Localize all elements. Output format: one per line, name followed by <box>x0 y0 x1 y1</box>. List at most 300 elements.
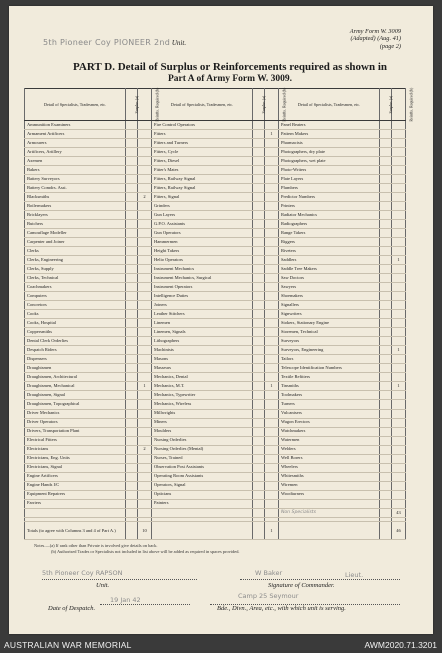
reinfts-cell <box>391 193 405 202</box>
trade-name: Saddle Tree Makers <box>278 265 379 274</box>
reinfts-cell <box>391 202 405 211</box>
reinfts-cell <box>264 139 278 148</box>
signature-label: Signature of Commander. <box>268 582 335 589</box>
surplus-cell <box>253 139 265 148</box>
surplus-cell <box>380 454 392 463</box>
surplus-cell <box>253 310 265 319</box>
surplus-cell <box>253 427 265 436</box>
reinfts-cell: 1 <box>391 346 405 355</box>
trade-name: Mechanics, Typewriter <box>151 391 252 400</box>
header-unit-label: Unit. <box>171 39 187 47</box>
surplus-cell <box>126 391 138 400</box>
surplus-cell <box>253 454 265 463</box>
trade-name: Armament Artificers <box>25 130 126 139</box>
reinfts-cell <box>264 463 278 472</box>
reinfts-cell <box>137 229 151 238</box>
surplus-cell <box>126 193 138 202</box>
trade-name: Electricians <box>25 445 126 454</box>
table-row <box>25 166 406 175</box>
reinfts-cell <box>391 400 405 409</box>
trade-name: Wagon Erectors <box>278 418 379 427</box>
trade-name: Equipment Repairers <box>25 490 126 499</box>
trade-name: Riggers <box>278 238 379 247</box>
note-line: (b) Authorised Trades or Specialists not included in list above will be added as required in spaces provided. <box>51 549 240 554</box>
reinfts-cell: 1 <box>137 382 151 391</box>
trade-name: Blacksmiths <box>25 193 126 202</box>
surplus-cell <box>380 148 392 157</box>
surplus-cell <box>380 130 392 139</box>
trade-name: Tinsmiths <box>278 382 379 391</box>
surplus-cell <box>253 436 265 445</box>
surplus-cell <box>126 382 138 391</box>
surplus-cell <box>126 490 138 499</box>
reinfts-cell <box>137 355 151 364</box>
table-row <box>25 400 406 409</box>
trade-name: Dispensers <box>25 355 126 364</box>
trade-name: Butchers <box>25 220 126 229</box>
reinfts-cell <box>137 310 151 319</box>
reinfts-cell <box>391 355 405 364</box>
reinfts-cell <box>137 391 151 400</box>
trade-name: Miners <box>151 418 252 427</box>
column-header-reinfts: Reinfts. Required (b) <box>391 89 405 121</box>
trade-name: Fitters, Signal <box>151 193 252 202</box>
trade-name: Welders <box>278 445 379 454</box>
document-title <box>49 62 411 85</box>
reinfts-cell <box>391 463 405 472</box>
trade-name: Mechanics, M.T. <box>151 382 252 391</box>
trade-name: Masons <box>151 355 252 364</box>
reinfts-cell <box>137 373 151 382</box>
surplus-cell <box>253 211 265 220</box>
surplus-cell <box>253 175 265 184</box>
signature-dotted-line <box>240 579 400 580</box>
date-handwritten: 19 Jan 42 <box>110 596 141 604</box>
surplus-cell <box>253 319 265 328</box>
trade-name: Wheelers <box>278 463 379 472</box>
table-row <box>25 391 406 400</box>
trade-name: Pharmacists <box>278 139 379 148</box>
surplus-cell <box>253 490 265 499</box>
column-header-detail: Detail of Specialists, Tradesmen, etc. <box>151 89 252 121</box>
reinfts-cell: 1 <box>391 382 405 391</box>
column-header-surplus: Surplus (a) <box>380 89 392 121</box>
reinfts-cell <box>391 121 405 130</box>
surplus-cell <box>380 184 392 193</box>
surplus-cell <box>126 202 138 211</box>
surplus-cell <box>253 355 265 364</box>
reinfts-cell <box>137 274 151 283</box>
reinfts-cell <box>264 499 278 508</box>
trade-name: Painters <box>151 499 252 508</box>
surplus-cell <box>380 229 392 238</box>
reinfts-cell <box>264 175 278 184</box>
date-dotted-line <box>100 604 190 605</box>
form-reference-line: (Adapted) (Aug. 41) <box>350 35 401 43</box>
reinfts-cell <box>391 427 405 436</box>
table-row <box>25 184 406 193</box>
trade-name: Clerks, Supply <box>25 265 126 274</box>
trade-name: Driver Operators <box>25 418 126 427</box>
surplus-cell <box>126 301 138 310</box>
surplus-cell <box>380 211 392 220</box>
reinfts-cell <box>264 472 278 481</box>
table-row <box>25 310 406 319</box>
table-row <box>25 193 406 202</box>
reinfts-cell <box>264 373 278 382</box>
reinfts-cell <box>391 130 405 139</box>
table-row <box>25 355 406 364</box>
reinfts-cell <box>137 508 151 518</box>
table-row <box>25 139 406 148</box>
reinfts-cell <box>264 193 278 202</box>
surplus-cell <box>253 193 265 202</box>
table-row <box>25 346 406 355</box>
table-row <box>25 490 406 499</box>
reinfts-cell <box>391 454 405 463</box>
commander-signature: W Baker <box>255 569 283 577</box>
table-row <box>25 373 406 382</box>
trade-name: Farriers <box>25 499 126 508</box>
surplus-cell <box>380 364 392 373</box>
surplus-cell <box>253 202 265 211</box>
reinfts-cell <box>391 166 405 175</box>
reinfts-cell <box>391 292 405 301</box>
trade-name: Photographers, dry plate <box>278 148 379 157</box>
trade-name: Observation Post Assistants <box>151 463 252 472</box>
reinfts-cell <box>137 121 151 130</box>
surplus-cell <box>253 346 265 355</box>
reinfts-cell: 1 <box>264 382 278 391</box>
reinfts-cell <box>391 238 405 247</box>
table-header-row <box>25 89 406 121</box>
surplus-cell <box>126 454 138 463</box>
table-row <box>25 229 406 238</box>
trade-name: Electricians, Signal <box>25 463 126 472</box>
reinfts-cell <box>137 400 151 409</box>
reinfts-cell <box>391 157 405 166</box>
reinfts-cell <box>137 283 151 292</box>
table-row <box>25 499 406 508</box>
surplus-cell <box>380 481 392 490</box>
reinfts-cell <box>137 220 151 229</box>
surplus-cell <box>380 463 392 472</box>
trade-name: Coachmakers <box>25 283 126 292</box>
surplus-cell <box>126 256 138 265</box>
surplus-cell <box>126 211 138 220</box>
trade-name: Hammermen <box>151 238 252 247</box>
reinfts-cell <box>264 238 278 247</box>
surplus-cell <box>253 220 265 229</box>
trade-name: Concretors <box>25 301 126 310</box>
surplus-cell <box>253 337 265 346</box>
reinfts-cell <box>137 436 151 445</box>
reinfts-cell <box>264 490 278 499</box>
trade-name: Draughtsmen, Topographical <box>25 400 126 409</box>
surplus-cell <box>253 157 265 166</box>
trade-name: Mechanics, Dental <box>151 373 252 382</box>
trade-name: Machinists <box>151 346 252 355</box>
trade-name: Nursing Orderlies (Mental) <box>151 445 252 454</box>
reinfts-cell <box>391 148 405 157</box>
reinfts-cell <box>264 391 278 400</box>
surplus-cell <box>380 508 392 518</box>
trade-name: Axemen <box>25 157 126 166</box>
column-header-detail: Detail of Specialists, Tradesmen, etc. <box>278 89 379 121</box>
surplus-cell <box>126 445 138 454</box>
surplus-cell <box>126 355 138 364</box>
reinfts-cell <box>264 292 278 301</box>
reinfts-cell <box>137 427 151 436</box>
trade-name <box>151 508 252 518</box>
trade-name: Bakers <box>25 166 126 175</box>
totals-col-3: 46 <box>391 522 405 540</box>
title-line-2: Part A of Army Form W. 3009. <box>167 73 292 84</box>
reinfts-cell <box>391 139 405 148</box>
reinfts-cell <box>264 121 278 130</box>
reinfts-cell <box>137 139 151 148</box>
surplus-cell <box>126 166 138 175</box>
trade-name: Range Takers <box>278 229 379 238</box>
reinfts-cell <box>264 211 278 220</box>
trade-name <box>25 508 126 518</box>
trade-name: Tailors <box>278 355 379 364</box>
surplus-cell <box>380 472 392 481</box>
table-row <box>25 436 406 445</box>
trade-name: Operators, Signal <box>151 481 252 490</box>
surplus-cell <box>380 274 392 283</box>
trade-name: Fitters, Railway Signal <box>151 184 252 193</box>
trade-name: Saddlers <box>278 256 379 265</box>
table-row <box>25 445 406 454</box>
trade-name: Computers <box>25 292 126 301</box>
trade-name: Lithographers <box>151 337 252 346</box>
column-header-surplus: Surplus (a) <box>126 89 138 121</box>
trade-name: Nurses, Trained <box>151 454 252 463</box>
trade-name: Signwriters <box>278 310 379 319</box>
header-unit <box>43 38 186 47</box>
surplus-cell <box>380 373 392 382</box>
trade-name: Printers <box>278 202 379 211</box>
trade-name: Toolmakers <box>278 391 379 400</box>
reinfts-cell <box>137 148 151 157</box>
surplus-cell <box>380 490 392 499</box>
reinfts-cell <box>137 202 151 211</box>
surplus-cell <box>126 508 138 518</box>
surplus-cell <box>380 265 392 274</box>
reinfts-cell <box>264 409 278 418</box>
surplus-cell <box>126 229 138 238</box>
surplus-cell <box>253 121 265 130</box>
table-row <box>25 508 406 518</box>
trade-name: Leather Stitchers <box>151 310 252 319</box>
reinfts-cell <box>137 337 151 346</box>
trade-name: Watermen <box>278 436 379 445</box>
trade-name: Linemen <box>151 319 252 328</box>
unit-label: Unit. <box>96 582 110 589</box>
form-reference-line: Army Form W. 3009 <box>349 28 401 35</box>
surplus-cell <box>380 418 392 427</box>
reinfts-cell <box>391 445 405 454</box>
trade-name: Plumbers <box>278 184 379 193</box>
surplus-cell <box>253 364 265 373</box>
surplus-cell <box>126 238 138 247</box>
trade-name: Riveters <box>278 247 379 256</box>
reinfts-cell <box>137 238 151 247</box>
surplus-cell <box>380 157 392 166</box>
surplus-cell <box>253 481 265 490</box>
reinfts-cell <box>264 355 278 364</box>
unit-dotted-line <box>42 579 197 580</box>
trade-name: Battery Comdrs. Asst. <box>25 184 126 193</box>
reinfts-cell <box>137 256 151 265</box>
reinfts-cell <box>137 418 151 427</box>
reinfts-cell <box>391 301 405 310</box>
specialists-table <box>24 87 414 540</box>
surplus-cell <box>126 400 138 409</box>
surplus-cell <box>126 499 138 508</box>
surplus-cell <box>380 337 392 346</box>
trade-name: Opticians <box>151 490 252 499</box>
surplus-cell <box>380 499 392 508</box>
column-header-detail: Detail of Specialists, Tradesmen, etc. <box>25 89 126 121</box>
surplus-cell <box>126 319 138 328</box>
surplus-cell <box>253 130 265 139</box>
trade-name: Instrument Operators <box>151 283 252 292</box>
reinfts-cell: 2 <box>137 445 151 454</box>
surplus-cell <box>253 418 265 427</box>
reinfts-cell <box>391 247 405 256</box>
trade-name: Radiographers <box>278 220 379 229</box>
trade-name: Electrical Fitters <box>25 436 126 445</box>
surplus-cell <box>126 418 138 427</box>
surplus-cell <box>253 382 265 391</box>
surplus-cell <box>253 229 265 238</box>
surplus-cell <box>380 346 392 355</box>
reinfts-cell <box>391 220 405 229</box>
table-row <box>25 130 406 139</box>
trade-name: Height Takers <box>151 247 252 256</box>
trade-name: Turners <box>278 400 379 409</box>
trade-name: Fitters, Cycle <box>151 148 252 157</box>
surplus-cell <box>380 319 392 328</box>
reinfts-cell <box>264 310 278 319</box>
reinfts-cell <box>391 328 405 337</box>
reinfts-cell <box>391 211 405 220</box>
trade-name: Non Specialists <box>278 508 379 518</box>
reinfts-cell <box>264 202 278 211</box>
surplus-cell <box>126 247 138 256</box>
trade-name: Cooks <box>25 310 126 319</box>
surplus-cell <box>126 427 138 436</box>
reinfts-cell <box>137 409 151 418</box>
column-header-surplus: Surplus (a) <box>253 89 265 121</box>
surplus-cell <box>253 391 265 400</box>
table-row <box>25 337 406 346</box>
surplus-cell <box>380 427 392 436</box>
reinfts-cell <box>264 436 278 445</box>
surplus-cell <box>126 184 138 193</box>
reinfts-cell <box>391 175 405 184</box>
reinfts-cell <box>137 499 151 508</box>
reinfts-cell <box>264 481 278 490</box>
reinfts-cell <box>264 220 278 229</box>
trade-name: Operating Room Assistants <box>151 472 252 481</box>
surplus-cell <box>253 373 265 382</box>
reinfts-cell <box>264 346 278 355</box>
surplus-cell <box>126 283 138 292</box>
trade-name: Predictor Numbers <box>278 193 379 202</box>
trade-name: Surveyors <box>278 337 379 346</box>
reinfts-cell <box>391 265 405 274</box>
trade-name: Shoemakers <box>278 292 379 301</box>
surplus-cell <box>380 292 392 301</box>
reinfts-cell <box>391 283 405 292</box>
surplus-cell <box>126 274 138 283</box>
trade-name: Plate Layers <box>278 175 379 184</box>
surplus-cell <box>380 436 392 445</box>
reinfts-cell <box>137 454 151 463</box>
reinfts-cell <box>391 418 405 427</box>
surplus-cell <box>126 481 138 490</box>
reinfts-cell <box>264 247 278 256</box>
surplus-cell <box>380 166 392 175</box>
reinfts-cell <box>137 364 151 373</box>
reinfts-cell <box>264 157 278 166</box>
form-reference-line: (page 2) <box>379 42 401 50</box>
surplus-cell <box>380 310 392 319</box>
trade-name: Instrument Mechanics, Surgical <box>151 274 252 283</box>
reinfts-cell <box>137 472 151 481</box>
table-row <box>25 121 406 130</box>
trade-name: Linemen, Signals <box>151 328 252 337</box>
trade-name: Clerks <box>25 247 126 256</box>
trade-name <box>278 499 379 508</box>
surplus-cell <box>380 391 392 400</box>
commander-rank: Lieut. <box>345 571 364 579</box>
reinfts-cell <box>137 328 151 337</box>
surplus-cell <box>126 328 138 337</box>
trade-name: Gun Layers <box>151 211 252 220</box>
reinfts-cell <box>264 454 278 463</box>
table-row <box>25 247 406 256</box>
camp-handwritten: Camp 25 Seymour <box>238 592 299 600</box>
surplus-cell <box>380 355 392 364</box>
table-row <box>25 148 406 157</box>
trade-name: Photographers, wet plate <box>278 157 379 166</box>
reinfts-cell <box>137 463 151 472</box>
surplus-cell <box>380 193 392 202</box>
trade-name: Intelligence Duties <box>151 292 252 301</box>
table-row <box>25 220 406 229</box>
totals-col-1: 10 <box>137 522 151 540</box>
surplus-cell <box>126 121 138 130</box>
reinfts-cell <box>137 346 151 355</box>
surplus-cell <box>380 247 392 256</box>
reinfts-cell <box>264 337 278 346</box>
surplus-cell <box>126 373 138 382</box>
trade-name: Fitters <box>151 130 252 139</box>
reinfts-cell <box>137 247 151 256</box>
table-row <box>25 463 406 472</box>
trade-name: Storemen, Technical <box>278 328 379 337</box>
surplus-cell <box>126 265 138 274</box>
surplus-cell <box>126 292 138 301</box>
surplus-cell <box>380 400 392 409</box>
footer-accession-number: AWM2020.71.3201 <box>364 640 437 650</box>
column-header-reinfts: Reinfts. Required (b) <box>137 89 151 121</box>
surplus-cell <box>253 409 265 418</box>
